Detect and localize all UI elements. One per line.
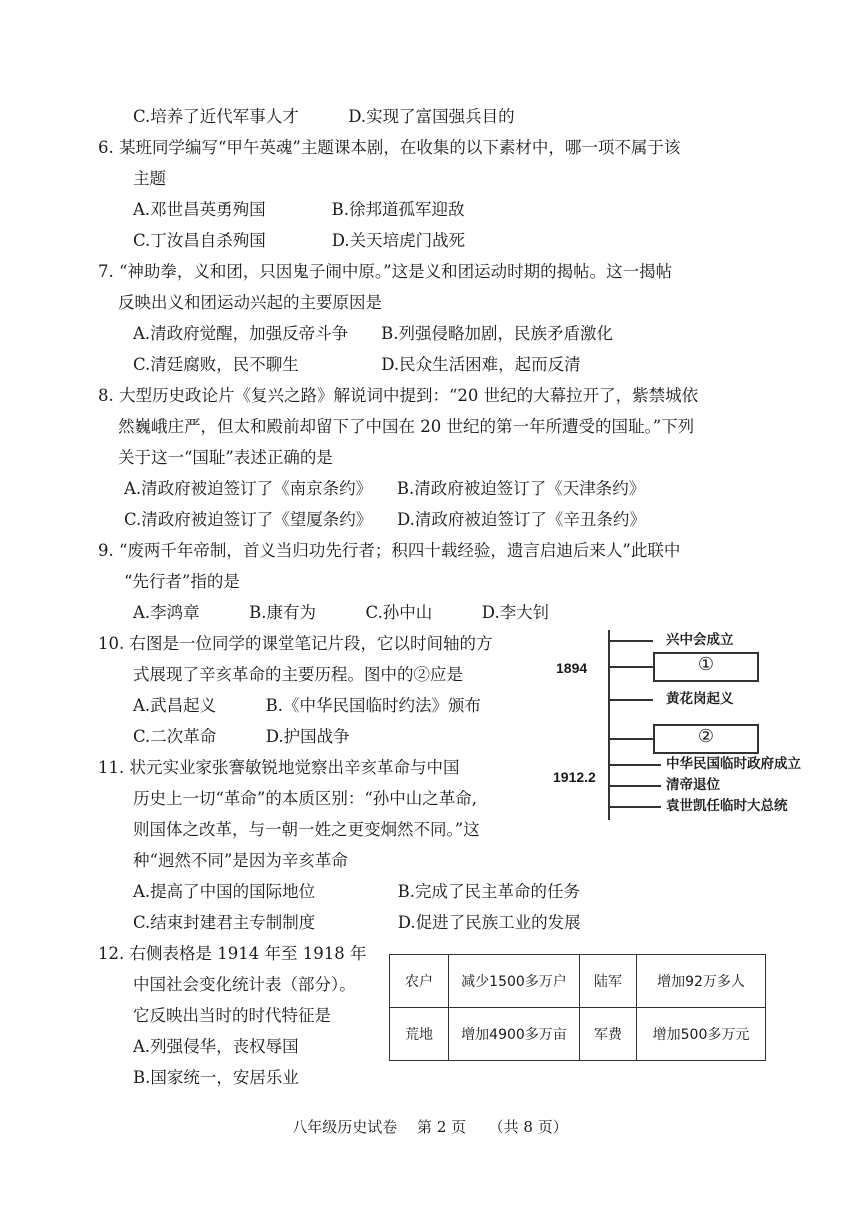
timeline-box-2: ② xyxy=(653,724,759,754)
q12-stem-cont-1: 中国社会变化统计表（部分）。 xyxy=(133,975,356,994)
timeline-year-1894: 1894 xyxy=(556,660,588,676)
q11-stem: 11. 状元实业家张謇敏锐地觉察出辛亥革命与中国 xyxy=(98,758,460,777)
stats-table xyxy=(389,954,766,1061)
table-cell: 军费 xyxy=(580,1008,637,1061)
q9-options: A.李鸿章 B.康有为 C.孙中山 D.李大钊 xyxy=(133,603,550,622)
q11-options-cd: C.结束封建君主专制制度 D.促进了民族工业的发展 xyxy=(133,913,581,932)
timeline-tick xyxy=(609,806,661,808)
q11-options-ab: A.提高了中国的国际地位 B.完成了民主革命的任务 xyxy=(133,882,581,901)
q9-stem: 9. “废两千年帝制，首义当归功先行者；积四十载经验，遗言启迪后来人”此联中 xyxy=(98,541,681,560)
q11-stem-cont-1: 历史上一切“革命”的本质区别：“孙中山之革命, xyxy=(133,789,478,808)
table-cell: 减少1500多万户 xyxy=(449,955,580,1008)
table-cell: 增加4900多万亩 xyxy=(449,1008,580,1061)
table-cell: 增加500多万元 xyxy=(637,1008,766,1061)
q12-option-b: B.国家统一，安居乐业 xyxy=(133,1068,299,1087)
q10-stem: 10. 右图是一位同学的课堂笔记片段，它以时间轴的方 xyxy=(98,634,493,653)
timeline-tick xyxy=(609,640,653,642)
q8-stem-cont-2: 关于这一“国耻”表述正确的是 xyxy=(118,448,333,467)
q6-stem-cont: 主题 xyxy=(133,169,166,188)
q6-options-ab: A.邓世昌英勇殉国 B.徐邦道孤军迎敌 xyxy=(133,200,465,219)
table-row xyxy=(390,1008,766,1061)
q7-stem: 7. “神助拳，义和团，只因鬼子闹中原。”这是义和团运动时期的揭帖。这一揭帖 xyxy=(98,262,673,281)
q7-stem-cont: 反映出义和团运动兴起的主要原因是 xyxy=(118,293,382,312)
timeline-event-huanghuagang: 黄花岗起义 xyxy=(666,691,734,707)
q10-options-ab: A.武昌起义 B.《中华民国临时约法》颁布 xyxy=(133,696,482,715)
timeline-box-1: ① xyxy=(653,652,759,682)
q6-stem: 6. 某班同学编写“甲午英魂”主题课本剧，在收集的以下素材中，哪一项不属于该 xyxy=(98,138,681,157)
q5-options-cd: C.培养了近代军事人才 D.实现了富国强兵目的 xyxy=(133,107,515,126)
q7-options-cd: C.清廷腐败，民不聊生 D.民众生活困难，起而反清 xyxy=(133,355,581,374)
table-cell: 陆军 xyxy=(580,955,637,1008)
table-cell: 增加92万多人 xyxy=(637,955,766,1008)
page-footer: 八年级历史试卷 第 2 页 （共 8 页） xyxy=(292,1118,568,1136)
q7-options-ab: A.清政府觉醒，加强反帝斗争 B.列强侵略加剧，民族矛盾激化 xyxy=(133,324,614,343)
q9-stem-cont: “先行者”指的是 xyxy=(124,572,240,591)
timeline-axis xyxy=(608,630,610,820)
timeline-tick xyxy=(609,785,661,787)
q8-options-ab: A.清政府被迫签订了《南京条约》 B.清政府被迫签订了《天津条约》 xyxy=(124,479,646,498)
q8-options-cd: C.清政府被迫签订了《望厦条约》 D.清政府被迫签订了《辛丑条约》 xyxy=(124,510,646,529)
q12-stem-cont-2: 它反映出当时的时代特征是 xyxy=(133,1006,331,1025)
table-row xyxy=(390,955,766,1008)
timeline-event-xingzhonghui: 兴中会成立 xyxy=(666,632,734,648)
timeline-tick xyxy=(609,699,653,701)
timeline-tick xyxy=(609,764,661,766)
q8-stem: 8. 大型历史政论片《复兴之路》解说词中提到：“20 世纪的大幕拉开了，紫禁城依 xyxy=(98,386,699,405)
timeline-tick xyxy=(609,666,653,668)
table-cell: 农户 xyxy=(390,955,449,1008)
q11-stem-cont-3: 种“迥然不同”是因为辛亥革命 xyxy=(133,851,348,870)
timeline-event-qingdituiwei: 清帝退位 xyxy=(666,777,720,793)
table-cell: 荒地 xyxy=(390,1008,449,1061)
q8-stem-cont-1: 然巍峨庄严，但太和殿前却留下了中国在 20 世纪的第一年所遭受的国耻。”下列 xyxy=(118,417,695,436)
q11-stem-cont-2: 则国体之改革，与一朝一姓之更变炯然不同。”这 xyxy=(133,820,480,839)
q6-options-cd: C.丁汝昌自杀殉国 D.关天培虎门战死 xyxy=(133,231,466,250)
timeline-year-1912: 1912.2 xyxy=(553,769,596,785)
q10-options-cd: C.二次革命 D.护国战争 xyxy=(133,727,350,746)
q12-option-a: A.列强侵华，丧权辱国 xyxy=(133,1037,299,1056)
timeline-event-yuanshikai: 袁世凯任临时大总统 xyxy=(666,798,788,814)
q10-stem-cont: 式展现了辛亥革命的主要历程。图中的②应是 xyxy=(133,665,463,684)
timeline-tick xyxy=(609,738,653,740)
q12-stem: 12. 右侧表格是 1914 年至 1918 年 xyxy=(98,944,367,963)
timeline-event-linshizhengfu: 中华民国临时政府成立 xyxy=(666,756,801,772)
